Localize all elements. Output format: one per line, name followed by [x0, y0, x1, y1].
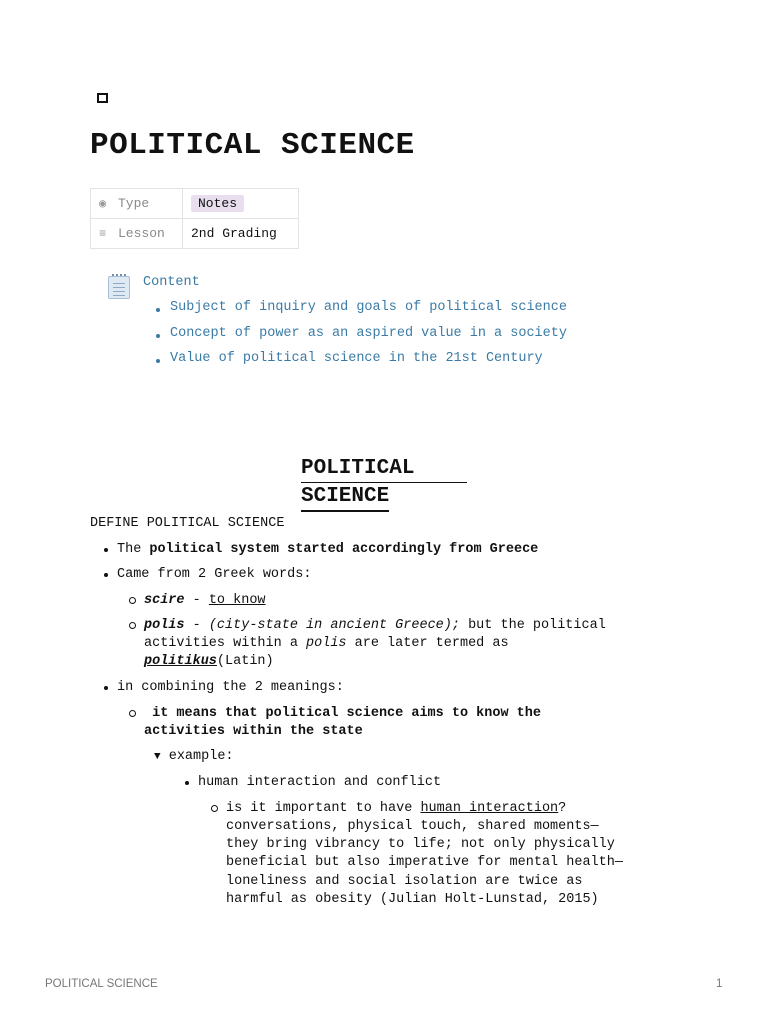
list-item: The political system started accordingly from Greece	[117, 542, 539, 557]
list-item-continuation: activities within the state	[144, 724, 363, 739]
property-row-type[interactable]	[91, 189, 299, 219]
content-list	[153, 300, 673, 377]
property-key: Lesson	[118, 226, 165, 241]
list-item: Subject of inquiry and goals of political science	[153, 300, 673, 326]
list-item: it means that political science aims to know the	[144, 705, 541, 723]
list-item: scire - to know	[144, 593, 266, 608]
list-item-continuation: beneficial but also imperative for mental health—	[226, 855, 623, 870]
list-item-continuation: they bring vibrancy to life; not only physically	[226, 837, 615, 852]
page-title: POLITICAL SCIENCE	[90, 128, 415, 163]
triangle-down-icon[interactable]: ▼	[154, 751, 161, 763]
example-toggle[interactable]: ▼ example:	[154, 749, 234, 764]
list-item: is it important to have human interaction?	[226, 801, 567, 816]
subheading: DEFINE POLITICAL SCIENCE	[90, 516, 285, 531]
list-item: polis - (city-state in ancient Greece); but the political	[144, 618, 606, 633]
eye-icon: ◉	[99, 197, 107, 211]
page-icon	[97, 93, 108, 103]
list-item-continuation: activities within a polis are later termed as	[144, 636, 509, 651]
property-key: Type	[118, 196, 150, 211]
notebook-icon	[108, 276, 130, 299]
section-heading	[301, 455, 467, 512]
human-interaction-link[interactable]: human interaction	[420, 801, 559, 816]
list-item: Value of political science in the 21st Century	[153, 351, 673, 377]
list-item: Concept of power as an aspired value in a society	[153, 326, 673, 352]
properties-table	[90, 188, 299, 249]
property-row-lesson[interactable]	[91, 219, 299, 249]
list-item-continuation: harmful as obesity (Julian Holt-Lunstad, 2015)	[226, 892, 599, 907]
footer-title: POLITICAL SCIENCE	[45, 978, 158, 990]
page-number: 1	[716, 978, 723, 990]
list-item: in combining the 2 meanings:	[117, 680, 344, 695]
scire-meaning-link[interactable]: to know	[208, 593, 266, 608]
property-value: 2nd Grading	[191, 226, 277, 241]
list-item: human interaction and conflict	[198, 775, 442, 790]
section-heading-line2: SCIENCE	[301, 483, 389, 512]
type-tag: Notes	[191, 195, 244, 212]
list-item-continuation: loneliness and social isolation are twice as	[226, 874, 583, 889]
callout-heading: Content	[143, 275, 200, 290]
section-heading-line1: POLITICAL	[301, 455, 467, 483]
list-item-continuation: conversations, physical touch, shared moments—	[226, 819, 599, 834]
text-lines-icon: ≡	[99, 227, 107, 241]
list-item-continuation: politikus(Latin)	[144, 654, 274, 669]
list-item: Came from 2 Greek words:	[117, 567, 312, 582]
